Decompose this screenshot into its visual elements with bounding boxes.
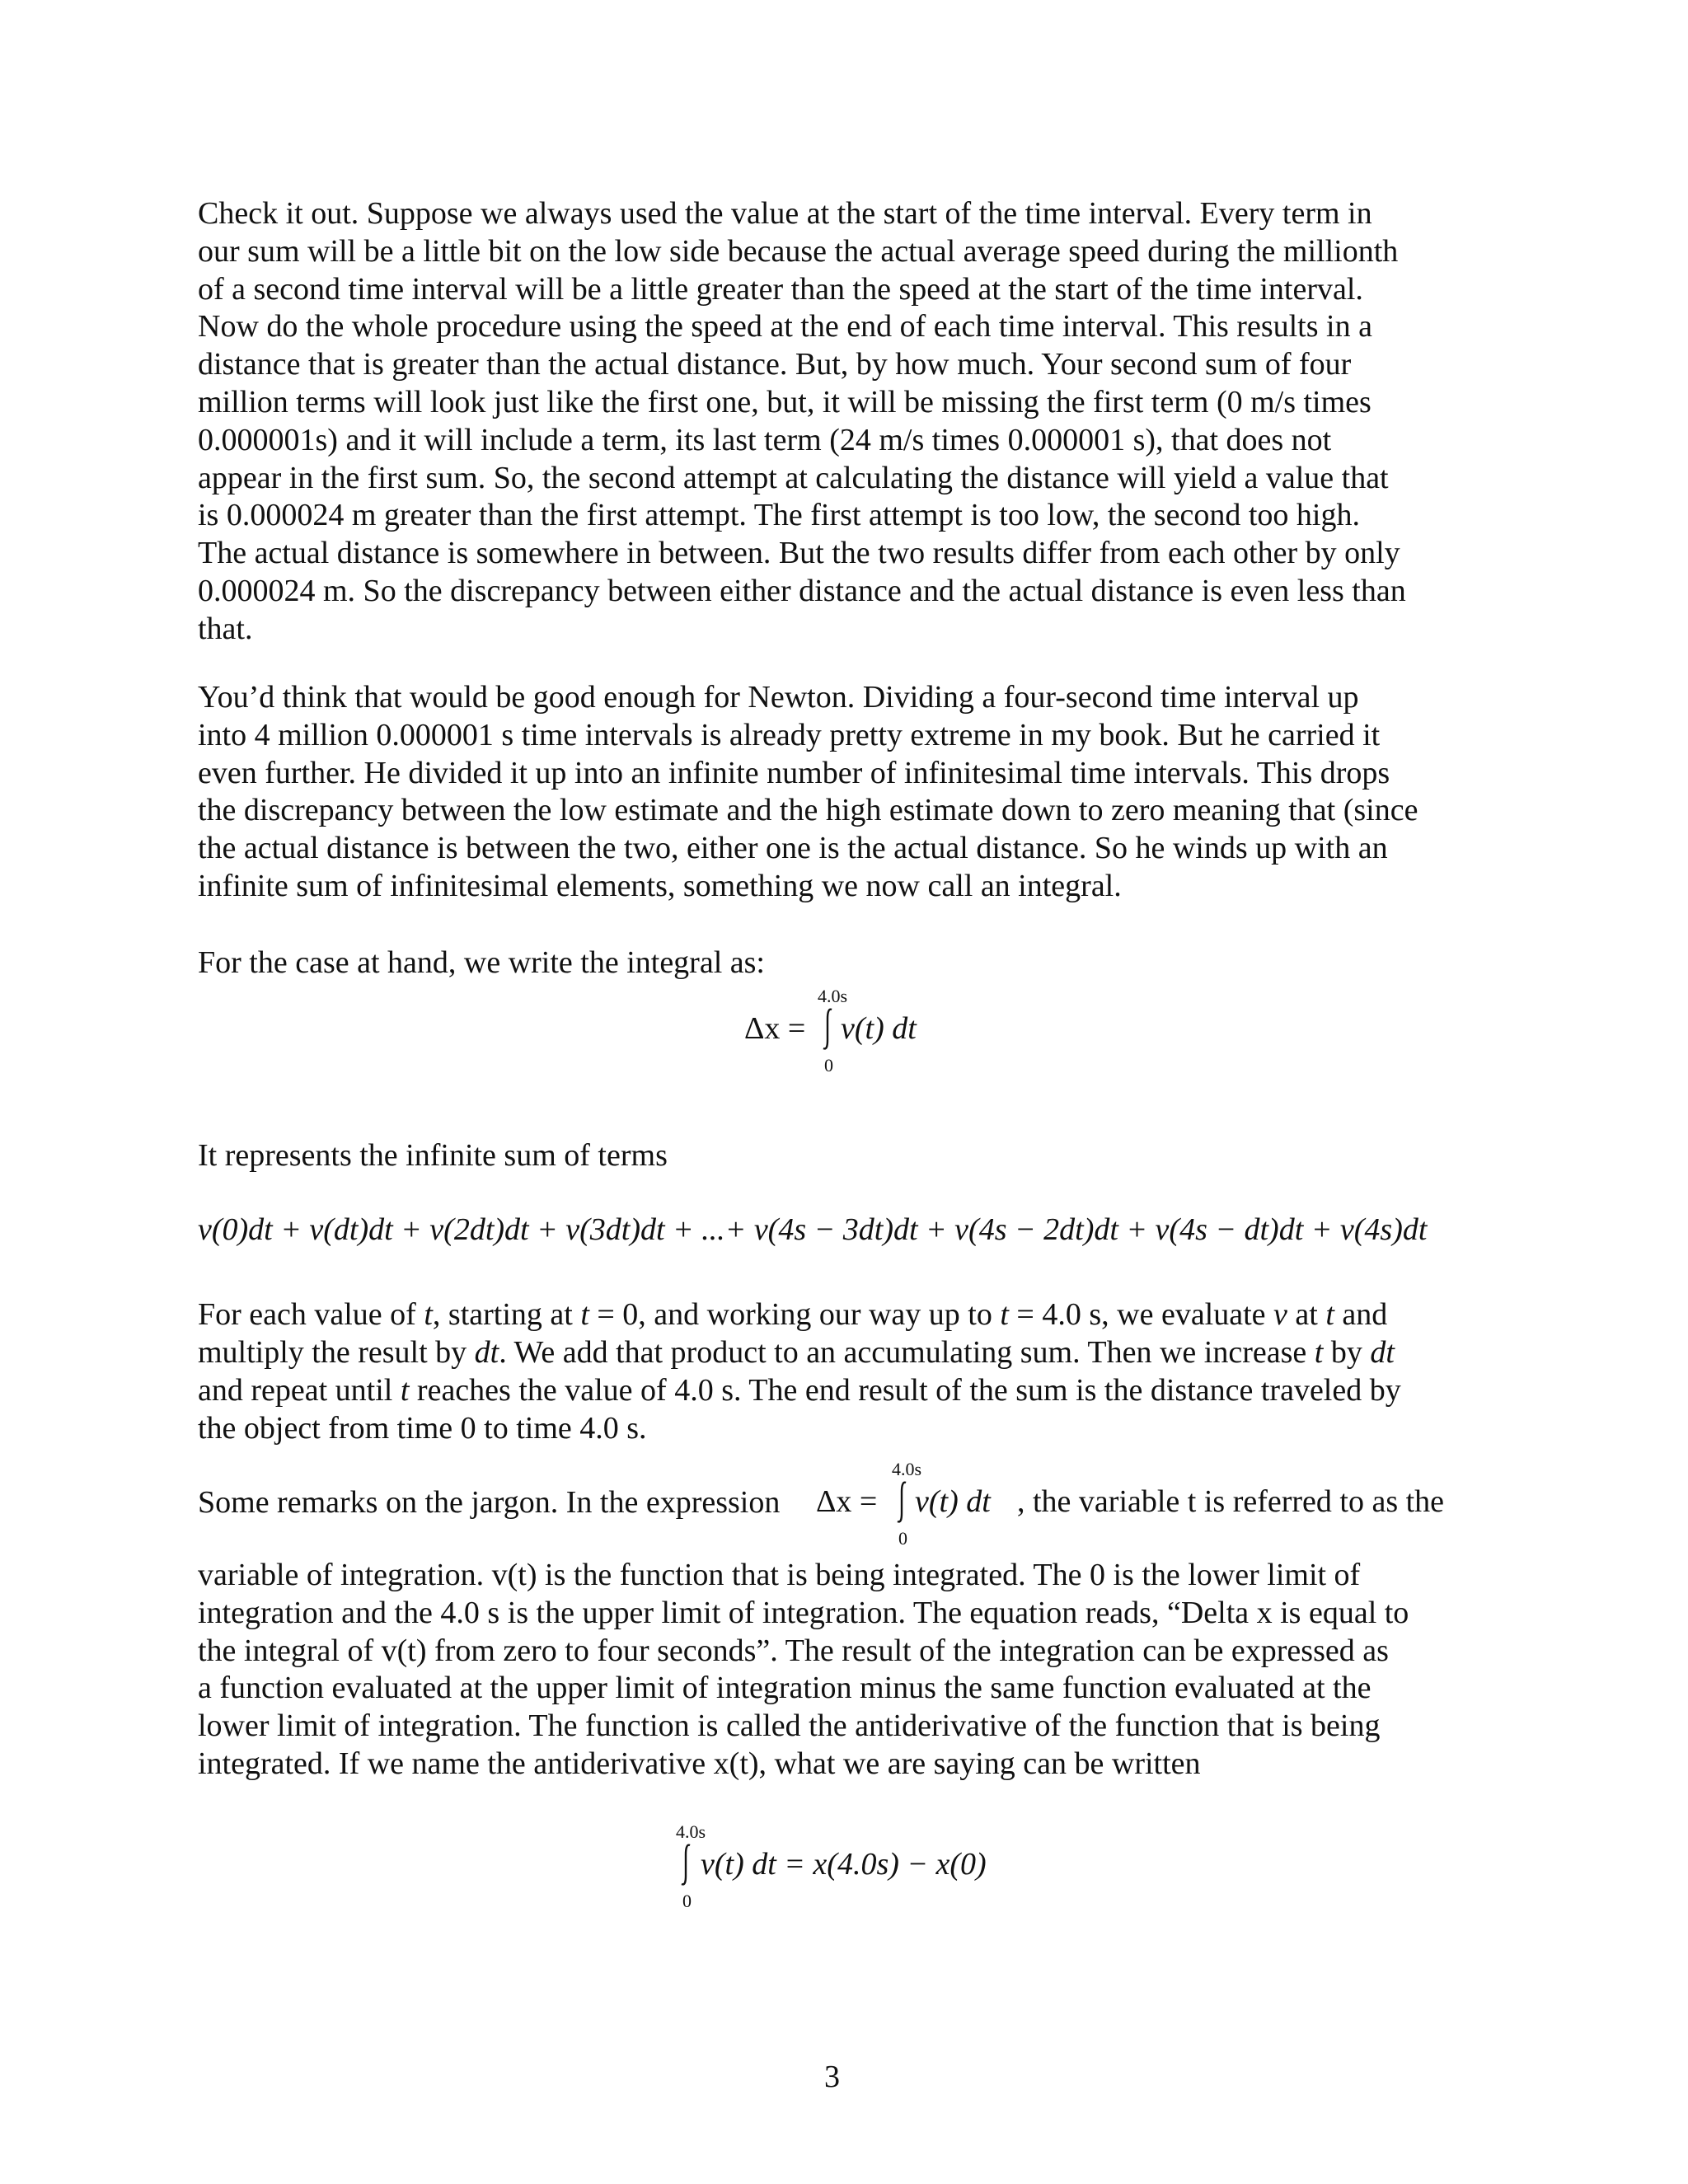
var-dt: dt <box>1370 1335 1395 1370</box>
paragraph-2: You’d think that would be good enough for Newton. Dividing a four-second time interval up into 4 million 0.000001 s time intervals is already pretty extreme in my book. But he carried it even further. He divided it up into an infinite number of infinitesimal time intervals. This drops the discrepancy between the low estimate and the high estimate down to zero meaning that (since the actual distance is between the two, either one is the actual distance. So he winds up with an infinite sum of infinitesimal elements, something we now call an integral. <box>198 680 1418 903</box>
var-t: t <box>424 1297 433 1332</box>
lower-limit: 0 <box>682 1891 692 1911</box>
text: = 0, and working our way up to <box>588 1297 1001 1332</box>
page-number: 3 <box>824 2060 840 2094</box>
equation-integrand: v(t) dt <box>841 1011 917 1046</box>
text: , starting at <box>432 1297 581 1332</box>
paragraph-5-line-1 <box>198 1296 1387 1333</box>
text: reaches the value of 4.0 s. The end result of the sum is the distance traveled by <box>409 1373 1401 1408</box>
paragraph-4: It represents the infinite sum of terms <box>198 1138 668 1173</box>
paragraph-6-line-1-end: , the variable t is referred to as the <box>1017 1484 1445 1519</box>
sum-expression: v(0)dt + v(dt)dt + v(2dt)dt + v(3dt)dt + ...+ v(4s − 3dt)dt + v(4s − 2dt)dt + v(4s − dt)dt + v(4s)dt <box>198 1212 1428 1247</box>
text: For each value of <box>198 1297 424 1332</box>
var-t: t <box>1000 1297 1009 1332</box>
lower-limit: 0 <box>824 1055 833 1076</box>
var-t: t <box>580 1297 589 1332</box>
var-t: t <box>1325 1297 1334 1332</box>
text: by <box>1323 1335 1371 1370</box>
integral-sign-icon <box>821 1007 836 1052</box>
var-dt: dt <box>474 1335 499 1370</box>
var-t: t <box>1314 1335 1324 1370</box>
upper-limit: 4.0s <box>818 986 848 1006</box>
paragraph-6-rest: variable of integration. v(t) is the function that is being integrated. The 0 is the lower limit of integration and the 4.0 s is the upper limit of integration. The equation reads, “Delta x is equal to the integral of v(t) from zero to four seconds”. The result of the integration can be expressed as a function evaluated at the upper limit of integration minus the same function evaluated at the lower limit of integration. The function is called the antiderivative of the function that is being integrated. If we name the antiderivative x(t), what we are saying can be written <box>198 1558 1409 1781</box>
equation-lhs: Δx = <box>816 1484 878 1519</box>
lower-limit: 0 <box>898 1528 907 1549</box>
text: multiply the result by <box>198 1335 475 1370</box>
text: at <box>1287 1297 1326 1332</box>
paragraph-5-line-4: the object from time 0 to time 4.0 s. <box>198 1411 647 1446</box>
paragraph-5-line-3 <box>198 1371 1401 1409</box>
text: . We add that product to an accumulating sum. Then we increase <box>499 1335 1315 1370</box>
var-v: v <box>1273 1297 1287 1332</box>
text: and <box>1334 1297 1388 1332</box>
integral-sign-icon <box>895 1480 910 1525</box>
text: and repeat until <box>198 1373 401 1408</box>
equation-integrand: v(t) dt <box>915 1484 991 1519</box>
integral-sign-icon <box>679 1843 694 1887</box>
paragraph-6-line-1-start: Some remarks on the jargon. In the expression <box>198 1485 781 1520</box>
upper-limit: 4.0s <box>676 1821 706 1842</box>
paragraph-3: For the case at hand, we write the integral as: <box>198 945 765 980</box>
paragraph-5-line-2 <box>198 1333 1395 1371</box>
upper-limit: 4.0s <box>892 1459 922 1479</box>
equation-lhs: Δx = <box>744 1011 806 1046</box>
var-t: t <box>400 1373 410 1408</box>
text: = 4.0 s, we evaluate <box>1008 1297 1274 1332</box>
equation-integrand: v(t) dt = x(4.0s) − x(0) <box>701 1847 987 1882</box>
paragraph-1: Check it out. Suppose we always used the value at the start of the time interval. Every term in our sum will be a little bit on the low side because the actual average speed during the millionth of a second time interval will be a little greater than the speed at the start of the time interval. Now do the whole procedure using the speed at the end of each time interval. This results in a distance that is greater than the actual distance. But, by how much. Your second sum of four million terms will look just like the first one, but, it will be missing the first term (0 m/s times 0.000001s) and it will include a term, its last term (24 m/s times 0.000001 s), that does not appear in the first sum. So, the second attempt at calculating the distance will yield a value that is 0.000024 m greater than the first attempt. The first attempt is too low, the second too high. The actual distance is somewhere in between. But the two results differ from each other by only 0.000024 m. So the discrepancy between either distance and the actual distance is even less than that. <box>198 196 1406 646</box>
